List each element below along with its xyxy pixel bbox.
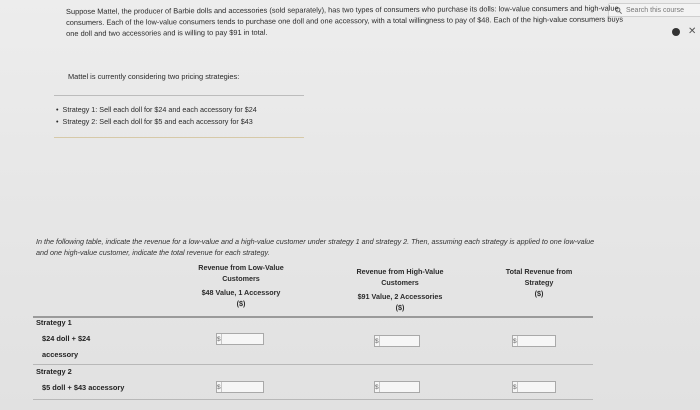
strategies-box (54, 95, 306, 139)
intro-paragraph: Suppose Mattel, the producer of Barbie dolls and accessories (sold separately), has two types of consumers who purchase its dolls: low-value consumers and high-value consumers. Each of the low-value consumers tends to purchase one doll and one accessory, with a total willingness to pay of $48. Each of the high-value consumers buys one doll and two accessories and is willing to pay $91 in total. (66, 3, 624, 38)
dollar-sign: $ (217, 383, 221, 391)
revenue-field[interactable] (222, 382, 313, 392)
header-line: Total Revenue from (505, 267, 573, 276)
header-line: $91 Value, 2 Accessories (357, 292, 443, 301)
header-divider (33, 316, 593, 318)
search-placeholder: Search this course (626, 6, 684, 14)
header-line: Revenue from High-Value (356, 267, 444, 276)
problem-intro (66, 3, 626, 39)
header-line: Customers (222, 274, 260, 283)
header-line: $48 Value, 1 Accessory (201, 288, 281, 297)
header-line: ($) (534, 289, 544, 298)
divider (54, 95, 304, 96)
strategy-item-1: • Strategy 1: Sell each doll for $24 and each accessory for $24 (56, 104, 257, 116)
table-instructions: In the following table, indicate the revenue for a low-value and a high-value customer under strategy 1 and strategy 2. Then, assuming each strategy is applied to one low-value and one high-value customer, indicate the total revenue for each strategy. (36, 237, 595, 257)
row-detail-strategy-1: accessory (42, 350, 79, 359)
strategy-1-high-value-input[interactable] (374, 335, 420, 347)
row-heading-strategy-1: Strategy 1 (36, 318, 72, 327)
dollar-sign: $ (513, 337, 517, 345)
revenue-field[interactable] (518, 382, 609, 392)
revenue-field[interactable] (518, 336, 609, 346)
dollar-sign: $ (375, 383, 379, 391)
strategy-2-high-value-input[interactable] (374, 381, 420, 393)
row-detail-strategy-2: $5 doll + $43 accessory (42, 383, 125, 392)
divider (54, 137, 304, 138)
column-header-total (494, 266, 584, 299)
close-icon[interactable]: ✕ (688, 26, 697, 37)
header-line: ($) (395, 303, 405, 312)
strategies-lead: Mattel is currently considering two pricing strategies: (68, 72, 240, 81)
revenue-field[interactable] (222, 334, 313, 344)
row-divider (33, 364, 593, 365)
header-line: Revenue from Low-Value (198, 263, 284, 272)
dollar-sign: $ (513, 383, 517, 391)
header-line: ($) (236, 299, 246, 308)
info-icon[interactable] (672, 28, 680, 36)
strategy-item-2: • Strategy 2: Sell each doll for $5 and each accessory for $43 (56, 116, 257, 128)
row-heading-strategy-2: Strategy 2 (36, 367, 72, 376)
header-line: Strategy (524, 278, 554, 287)
row-divider (33, 399, 593, 400)
row-detail-strategy-1: $24 doll + $24 (42, 334, 91, 343)
strategy-list (56, 104, 257, 128)
dollar-sign: $ (375, 337, 379, 345)
column-header-high-value (340, 266, 460, 313)
revenue-field[interactable] (380, 336, 471, 346)
dollar-sign: $ (217, 335, 221, 343)
header-line: Customers (381, 278, 419, 287)
strategy-1-low-value-input[interactable] (216, 333, 264, 345)
strategy-2-total-input[interactable] (512, 381, 556, 393)
toolbar-icons (672, 28, 696, 36)
strategy-2-low-value-input[interactable] (216, 381, 264, 393)
column-header-low-value (182, 262, 300, 309)
strategy-1-total-input[interactable] (512, 335, 556, 347)
revenue-field[interactable] (380, 382, 471, 392)
